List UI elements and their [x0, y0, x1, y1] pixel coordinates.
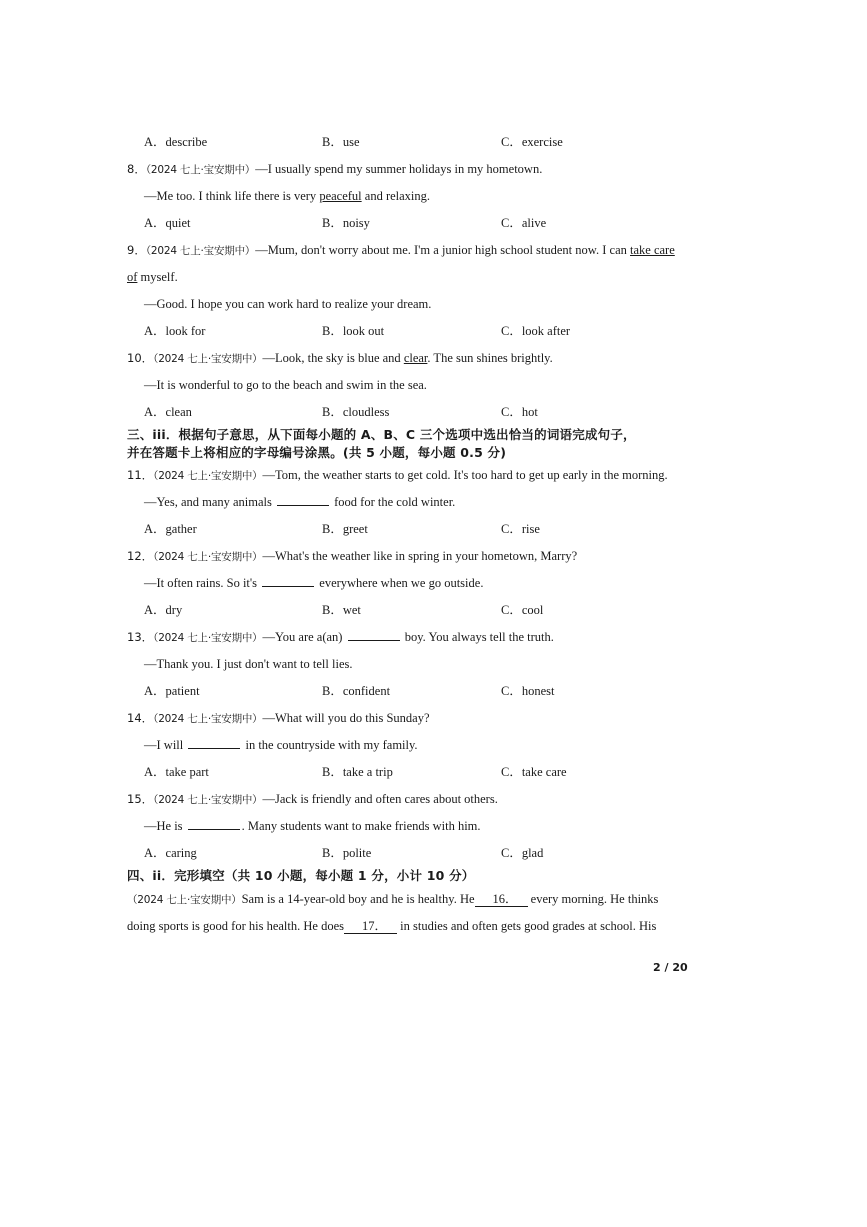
q13-option-b[interactable]: B．confident	[322, 684, 391, 698]
cloze-passage-line2	[127, 918, 656, 934]
question-source: （2024 七上·宝安期中）	[153, 794, 263, 806]
question-number: 12．	[127, 549, 154, 563]
cloze-line2-post: in studies and often gets good grades at school. His	[397, 919, 657, 933]
q12-option-c[interactable]: C．cool	[501, 603, 544, 617]
answer-blank[interactable]	[277, 494, 329, 506]
q9-option-b[interactable]: B．look out	[322, 324, 385, 338]
q12-stem	[127, 548, 577, 565]
cloze-passage-line1	[127, 891, 658, 908]
q13-response: —Thank you. I just don't want to tell lies.	[144, 657, 353, 671]
q8-option-a[interactable]: A．quiet	[144, 216, 191, 230]
q9-stem	[127, 242, 675, 259]
question-number: 9．	[127, 243, 146, 257]
answer-blank[interactable]	[188, 818, 240, 830]
q12-option-b[interactable]: B．wet	[322, 603, 361, 617]
question-number: 13．	[127, 630, 154, 644]
q15-stem	[127, 791, 498, 808]
q15-option-b[interactable]: B．polite	[322, 846, 372, 860]
q13-option-a[interactable]: A．patient	[144, 684, 200, 698]
q10-line1-pre: —Look, the sky is blue and	[262, 351, 404, 365]
q14-line2-post: in the countryside with my family.	[242, 738, 418, 752]
q10-line1-post: . The sun shines brightly.	[427, 351, 553, 365]
q14-line1: —What will you do this Sunday?	[262, 711, 430, 725]
q14-stem	[127, 710, 430, 727]
question-source: （2024 七上·宝安期中）	[145, 164, 256, 176]
section-4-heading: 四、ii．完形填空（共 10 小题，每小题 1 分，小计 10 分）	[127, 868, 475, 883]
cloze-line1-pre: Sam is a 14-year-old boy and he is healthy. He	[241, 892, 475, 906]
q11-stem	[127, 467, 668, 484]
q10-option-a[interactable]: A．clean	[144, 405, 192, 419]
q15-line2-pre: —He is	[144, 819, 186, 833]
q14-option-a[interactable]: A．take part	[144, 765, 209, 779]
q8-line2-pre: —Me too. I think life there is very	[144, 189, 320, 203]
answer-blank[interactable]	[188, 737, 240, 749]
cloze-line1-post: every morning. He thinks	[527, 892, 659, 906]
q15-line1: —Jack is friendly and often cares about others.	[262, 792, 498, 806]
q12-line2-pre: —It often rains. So it's	[144, 576, 261, 590]
q8-underlined-word: peaceful	[319, 189, 362, 203]
question-source: （2024 七上·宝安期中）	[153, 551, 263, 563]
q11-line1: —Tom, the weather starts to get cold. It's too hard to get up early in the morning.	[262, 468, 668, 482]
q12-line2-post: everywhere when we go outside.	[316, 576, 484, 590]
q10-response: —It is wonderful to go to the beach and swim in the sea.	[144, 378, 427, 392]
cloze-blank-16[interactable]: 16．	[475, 892, 528, 907]
q8-line1: —I usually spend my summer holidays in my hometown.	[255, 162, 543, 176]
q7-option-b[interactable]: B．use	[322, 135, 360, 149]
q8-option-c[interactable]: C．alive	[501, 216, 547, 230]
answer-blank[interactable]	[348, 629, 400, 641]
cloze-line2-pre: doing sports is good for his health. He does	[127, 919, 344, 933]
section-3-heading-line2: 并在答题卡上将相应的字母编号涂黑。(共 5 小题，每小题 0.5 分)	[127, 445, 507, 460]
q13-line1-post: boy. You always tell the truth.	[401, 630, 554, 644]
q14-option-c[interactable]: C．take care	[501, 765, 567, 779]
q14-response	[144, 737, 418, 753]
q13-line1-pre: —You are a(an)	[262, 630, 346, 644]
page-number: 2 / 20	[653, 961, 688, 974]
q9-stem-continued	[127, 269, 178, 285]
q12-response	[144, 575, 483, 591]
question-source: （2024 七上·宝安期中）	[153, 713, 263, 725]
q9-option-a[interactable]: A．look for	[144, 324, 206, 338]
q14-option-b[interactable]: B．take a trip	[322, 765, 393, 779]
q10-option-c[interactable]: C．hot	[501, 405, 538, 419]
q15-option-a[interactable]: A．caring	[144, 846, 197, 860]
q15-response	[144, 818, 481, 834]
question-source: （2024 七上·宝安期中）	[153, 470, 263, 482]
question-number: 8．	[127, 162, 146, 176]
q13-stem	[127, 629, 554, 646]
question-number: 14．	[127, 711, 154, 725]
q15-line2-post: . Many students want to make friends with him.	[241, 819, 481, 833]
q11-line2-pre: —Yes, and many animals	[144, 495, 276, 509]
q7-option-c[interactable]: C．exercise	[501, 135, 563, 149]
q13-option-c[interactable]: C．honest	[501, 684, 555, 698]
q11-option-b[interactable]: B．greet	[322, 522, 368, 536]
q11-response	[144, 494, 455, 510]
q15-option-c[interactable]: C．glad	[501, 846, 544, 860]
q11-line2-post: food for the cold winter.	[331, 495, 456, 509]
q8-line2-post: and relaxing.	[361, 189, 431, 203]
q9-line2-post: myself.	[137, 270, 178, 284]
passage-source: （2024 七上·宝安期中）	[127, 894, 242, 906]
answer-blank[interactable]	[262, 575, 314, 587]
q14-line2-pre: —I will	[144, 738, 187, 752]
q7-option-a[interactable]: A．describe	[144, 135, 208, 149]
q11-option-a[interactable]: A．gather	[144, 522, 197, 536]
q8-stem	[127, 161, 542, 178]
q9-line1-pre: —Mum, don't worry about me. I'm a junior high school student now. I can	[255, 243, 631, 257]
q10-stem	[127, 350, 553, 367]
q10-option-b[interactable]: B．cloudless	[322, 405, 390, 419]
q12-line1: —What's the weather like in spring in your hometown, Marry?	[262, 549, 578, 563]
question-number: 11．	[127, 468, 154, 482]
question-source: （2024 七上·宝安期中）	[153, 632, 263, 644]
q8-option-b[interactable]: B．noisy	[322, 216, 370, 230]
q11-option-c[interactable]: C．rise	[501, 522, 540, 536]
question-number: 15．	[127, 792, 154, 806]
section-3-heading-line1: 三、iii．根据句子意思，从下面每小题的 A、B、C 三个选项中选出恰当的词语完成句子，	[127, 427, 636, 442]
q12-option-a[interactable]: A．dry	[144, 603, 183, 617]
q9-response: —Good. I hope you can work hard to realize your dream.	[144, 297, 432, 311]
q9-option-c[interactable]: C．look after	[501, 324, 571, 338]
q9-underlined-phrase-1: take care	[630, 243, 675, 257]
question-number: 10．	[127, 351, 154, 365]
question-source: （2024 七上·宝安期中）	[153, 353, 263, 365]
question-source: （2024 七上·宝安期中）	[145, 245, 256, 257]
q9-underlined-phrase-2: of	[127, 270, 138, 284]
q8-response	[144, 188, 430, 204]
cloze-blank-17[interactable]: 17．	[344, 919, 397, 934]
q10-underlined-word: clear	[403, 351, 428, 365]
